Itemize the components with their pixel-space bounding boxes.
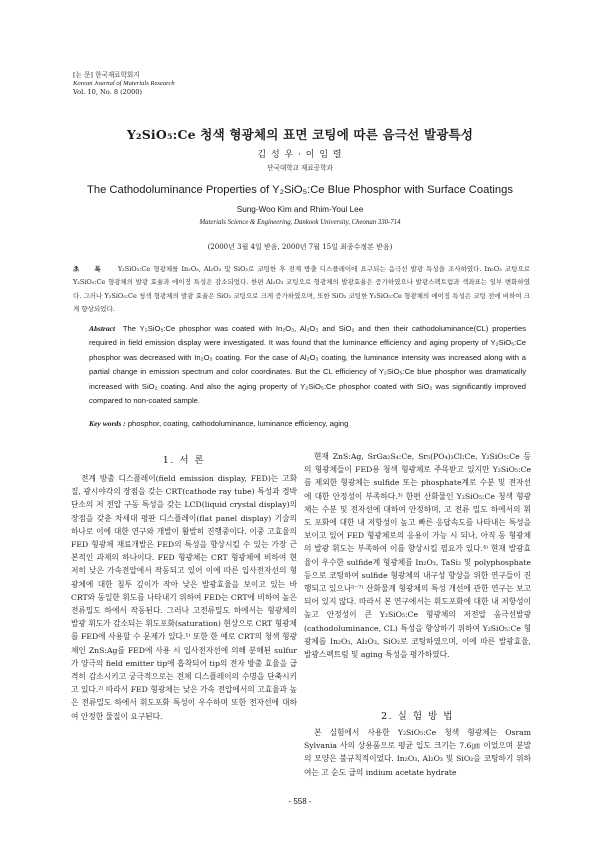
experimental-paragraph: 본 실험에서 사용한 Y₂SiO₅:Ce 청색 형광체는 Osram Sylvania 사의 상용품으로 평균 입도 크기는 7.6㎛ 이었으며 분말의 모양은 불규칙적이었다. In₂O₃, Al₂O₃ 및 SiO₂을 코팅하기 위하여는 고 순도 급의 indium acetate hydrate	[304, 728, 531, 777]
abstract-en	[89, 322, 526, 408]
journal-name-en: Korean Journal of Materials Research	[73, 79, 175, 87]
journal-name-ko: [논 문] 한국재료학회지	[73, 71, 140, 79]
introduction-paragraph: 전계 방출 디스플레이(field emission display, FED)는 고화질, 광시야각의 장점을 갖는 CRT(cathode ray tube) 특성과 경박단소의 저 전압 구동 특성을 갖는 LCD(liquid crystal display)의 장점을 갖춘 차세대 평판 디스플레이(flat panel display) 기술의 하나로 이에 대한 연구와 개발이 활발히 진행중이다. 이중 고효율의 FED 형광체 재료개발은 FED의 특성을 향상시킬 수 있는 가장 근본적인 과제의 하나이다. FED 형광체는 CRT 형광체에 비하여 현저히 낮은 가속전압에서 작동되고 있어 이에 따른 입사전자선의 형광체에 대한 침투 깊이가 작아 낮은 발광효율을 보이고 있는 바 CRT와 동일한 휘도를 나타내기 위하여 FED는 CRT에 비하여 높은 전류밀도 하에서 작동된다. 그러나 고전류밀도 하에서는 형광체의 발광 휘도가 감소되는 휘도포화(saturation) 현상으로 CRT 형광체를 FED에 사용할 수 문제가 있다.¹⁾ 또한 한 예로 CRT의 청색 형광체인 ZnS:Ag를 FED에 사용 시 입사전자선에 의해 분해된 sulfur가 양극의 field emitter tip에 흡착되어 tip의 전자 방출 효율을 급격히 감소시키고 궁극적으로는 전체 디스플레이의 수명을 단축시키고 있다.²⁾ 따라서 FED 형광체는 낮은 가속 전압에서의 고효율과 높은 전류밀도 하에서 휘도포화 특성이 우수하며 또한 전자선에 대하여 안정한 물질이 요구된다.	[71, 474, 297, 721]
section-heading-introduction: 1. 서 론	[162, 455, 206, 466]
introduction-body	[71, 472, 297, 723]
paper-title-en: The Cathodoluminance Properties of Y₂SiO₅:Ce Blue Phosphor with Surface Coatings	[87, 184, 513, 196]
received-dates: (2000년 3월 4일 받음, 2000년 7월 15일 최종수정본 받음)	[207, 243, 393, 251]
keywords-text: phosphor, coating, cathodoluminance, luminance efficiency, aging	[127, 419, 349, 428]
right-column-body	[304, 450, 531, 661]
abstract-ko	[73, 263, 530, 317]
affiliation-ko: 단국대학교 재료공학과	[267, 164, 333, 172]
page-number: - 558 -	[288, 797, 312, 806]
affiliation-en: Materials Science & Engineering, Dankook University, Cheonan 330-714	[199, 219, 401, 226]
abstract-ko-text: Y₂SiO₅:Ce 형광체를 In₂O₃, Al₂O₃ 및 SiO₂로 코팅한 후 전계 방출 디스플레이에 요구되는 음극선 발광 특성을 조사하였다. In₂O₃ 코팅으로 Y₂SiO₅:Ce 형광체의 발광 효율과 에이징 특성은 감소되었다. 한편 Al₂O₃ 코팅으로 형광체의 발광효율은 증가하였으나 발광스펙트럼과 색좌표는 일부 변화하였다. 그러나 Y₂SiO₅:Ce 청색 형광체의 발광 효율은 SiO₂ 코팅으로 크게 증가하였으며, 또한 SiO₂ 코팅한 Y₂SiO₅:Ce 형광체의 에이징 특성은 코팅 전에 비하여 크게 향상되었다.	[73, 265, 531, 314]
journal-header	[73, 71, 175, 97]
authors-ko: 김 성 우 · 이 임 렬	[257, 150, 343, 160]
right-column-paragraph: 현재 ZnS:Ag, SrGa₂S₄:Ce, Sr₅(PO₄)₃Cl:Ce, Y₂SiO₅:Ce 등의 형광체들이 FED용 청색 형광체로 주목받고 있지만 Y₂SiO₅:Ce를 제외한 형광체는 sulfide 또는 phosphate계로 수분 및 전자선에 대한 안정성이 부족하다.³⁾ 한편 산화물인 Y₂SiO₅:Ce 청색 형광체는 수분 및 전자선에 대하여 안정하며, 고 전류 밀도 하에서의 휘도 포화에 대한 내 저항성이 높고 빠른 응답속도를 나타내는 특성을 보이고 있어 FED 형광체로의 응용이 가능 시 되나, 아직 동 형광체의 발광 휘도는 부족하여 이를 향상시킬 필요가 있다.⁴⁾ 현재 발광효율이 우수한 sulfide계 형광체를 In₂O₃, TaSi₂ 및 polyphosphate 등으로 코팅하여 sulfide 형광체의 내구성 향상을 위한 연구들이 진행되고 있으나⁵⁻⁷⁾ 산화물계 형광체의 특성 개선에 관한 연구는 보고되어 있지 않다. 따라서 본 연구에서는 휘도포화에 대한 내 저항성이 높고 안정성이 큰 Y₂SiO₅:Ce 형광체의 저전압 음극선발광(cathodoluminance, CL) 특성을 향상하기 위하여 Y₂SiO₅:Ce 형광체를 In₂O₃, Al₂O₃, SiO₂로 코팅하였으며, 이에 따른 발광효율, 발광스펙트럼 및 aging 특성을 평가하였다.	[304, 452, 531, 660]
abstract-en-text: The Y₂SiO₅:Ce phosphor was coated with In₂O₃, Al₂O₃ and SiO₂ and then their cathodoluminance(CL) properties required in field emission display were investigated. It was found that the luminance efficiency and aging property of Y₂SiO₅:Ce phosphor was decreased with In₂O₃ coating. For the case of Al₂O₃ coating, the luminance intensity was increased along with a partial change in emission spectrum and color coordinates. But the CL efficiency of Y₂SiO₅:Ce blue phosphor was dramatically increased with SiO₂ coating. And also the aging property of Y₂SiO₅:Ce phosphor coated with SiO₂ was significantly improved compared to non-coated sample.	[89, 324, 526, 406]
paper-title-ko: Y₂SiO₅:Ce 청색 형광체의 표면 코팅에 따른 음극선 발광특성	[126, 127, 474, 142]
journal-volume: Vol. 10, No. 8 (2000)	[73, 88, 143, 96]
authors-en: Sung-Woo Kim and Rhim-Youl Lee	[236, 205, 364, 214]
abstract-ko-label: 초 록	[73, 265, 107, 273]
section-heading-experimental: 2. 실 험 방 법	[381, 711, 454, 722]
keywords-label: Key words :	[89, 419, 126, 428]
abstract-en-label: Abstract	[89, 324, 116, 333]
experimental-body	[304, 726, 531, 779]
keywords	[89, 419, 526, 428]
